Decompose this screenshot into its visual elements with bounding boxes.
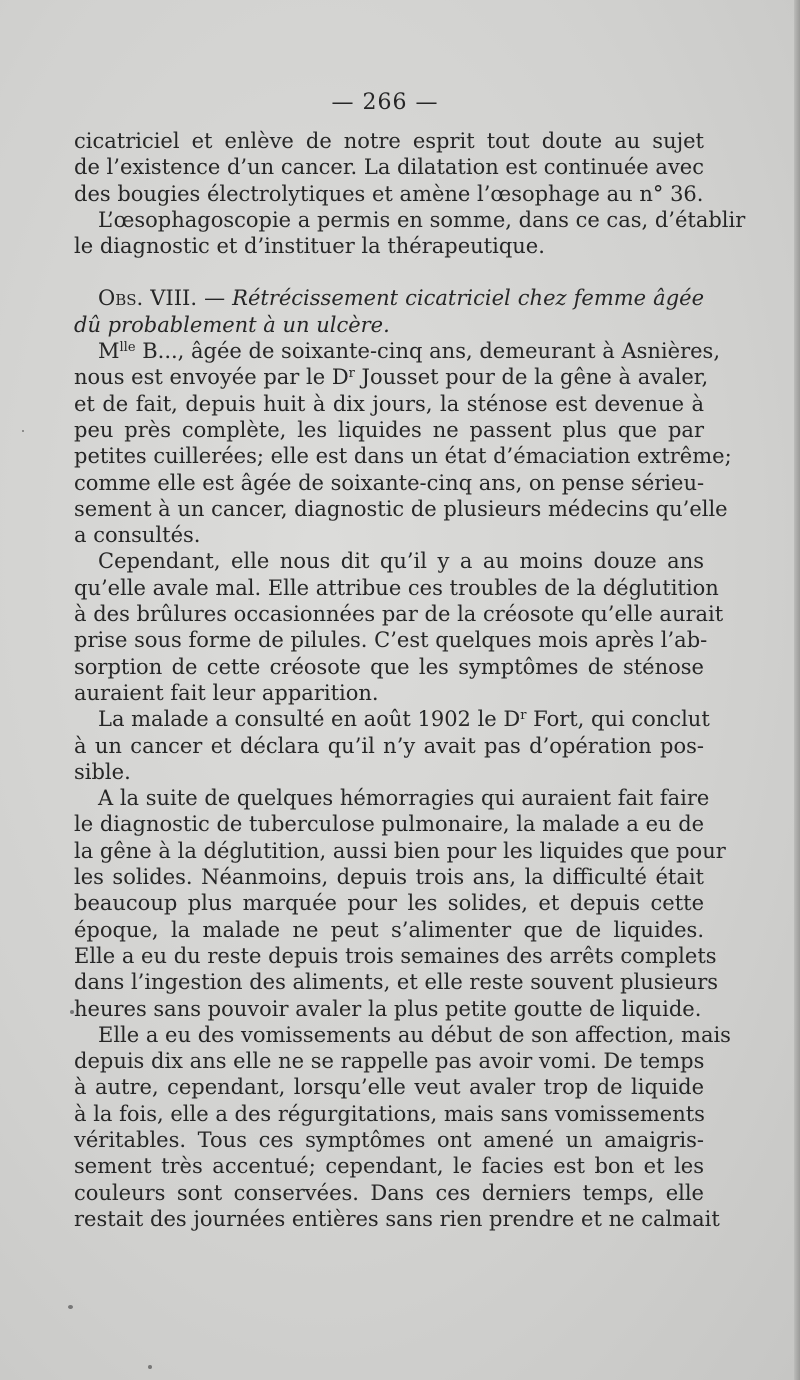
text-line: à un cancer et déclara qu’il n’y avait pas d’opération pos- (74, 733, 704, 758)
paper-speck (22, 430, 24, 432)
text-line: à autre, cependant, lorsqu’elle veut avaler trop de liquide (74, 1075, 704, 1100)
text-line: sorption de cette créosote que les symptômes de sténose (74, 654, 704, 679)
observation-label: Obs. VIII. (98, 286, 197, 311)
text-fragment: M (98, 339, 120, 364)
page-edge-shadow (794, 0, 800, 1380)
text-fragment: B..., âgée de soixante-cinq ans, demeurant à Asnières, (135, 339, 720, 364)
text-line: auraient fait leur apparition. (74, 680, 379, 705)
text-line: A la suite de quelques hémorragies qui auraient fait faire (98, 786, 710, 811)
superscript: lle (119, 340, 136, 356)
text-line (74, 338, 720, 364)
text-line: le diagnostic de tuberculose pulmonaire, la malade a eu de (74, 812, 705, 837)
text-line: a consultés. (74, 523, 201, 548)
text-line: des bougies électrolytiques et amène l’œsophage au n° 36. (74, 181, 704, 206)
text-line: restait des journées entières sans rien prendre et ne calmait (74, 1206, 720, 1231)
text-line: sible. (74, 759, 131, 784)
text-line: et de fait, depuis huit à dix jours, la sténose est devenue à (74, 391, 704, 416)
text-line: à la fois, elle a des régurgitations, mais sans vomissements (74, 1101, 705, 1126)
page-number: — 266 — (331, 90, 439, 115)
superscript: r (520, 708, 527, 724)
text-line: depuis dix ans elle ne se rappelle pas avoir vomi. De temps (74, 1049, 705, 1074)
text-fragment: nous est envoyée par le D (74, 365, 349, 390)
observation-dash: — (197, 286, 233, 311)
text-line: le diagnostic et d’instituer la thérapeutique. (74, 234, 545, 259)
text-line: Elle a eu des vomissements au début de son affection, mais (98, 1022, 731, 1047)
paper-speck (148, 1365, 152, 1369)
paper-speck (68, 1305, 73, 1309)
observation-title: Rétrécissement cicatriciel chez femme âgée (232, 286, 704, 311)
text-fragment: Fort, qui conclut (526, 707, 710, 732)
text-line: à des brûlures occasionnées par de la créosote qu’elle aurait (74, 602, 724, 627)
body-text (74, 128, 746, 1232)
observation-heading (74, 285, 704, 311)
text-line: époque, la malade ne peut s’alimenter que de liquides. (74, 917, 704, 942)
text-line: véritables. Tous ces symptômes ont amené un amaigris- (74, 1127, 704, 1152)
text-line: petites cuillerées; elle est dans un état d’émaciation extrême; (74, 444, 732, 469)
text-line: qu’elle avale mal. Elle attribue ces troubles de la déglutition (74, 575, 719, 600)
text-line: dans l’ingestion des aliments, et elle reste souvent plusieurs (74, 970, 719, 995)
observation-title-continued: dû probablement à un ulcère. (74, 312, 390, 337)
text-line: peu près complète, les liquides ne passent plus que par (74, 417, 704, 442)
text-line: Cependant, elle nous dit qu’il y a au moins douze ans (98, 549, 704, 574)
text-line (74, 364, 709, 390)
text-line: Elle a eu du reste depuis trois semaines des arrêts complets (74, 943, 717, 968)
text-line: sement à un cancer, diagnostic de plusieurs médecins qu’elle (74, 496, 728, 521)
text-line: couleurs sont conservées. Dans ces derniers temps, elle (74, 1180, 704, 1205)
text-line: la gêne à la déglutition, aussi bien pour les liquides que pour (74, 838, 726, 863)
text-fragment: La malade a consulté en août 1902 le D (98, 707, 521, 732)
text-line: cicatriciel et enlève de notre esprit tout doute au sujet (74, 129, 704, 153)
text-line: prise sous forme de pilules. C’est quelques mois après l’ab- (74, 628, 708, 653)
text-fragment: Jousset pour de la gêne à avaler, (354, 365, 709, 390)
text-line: heures sans pouvoir avaler la plus petite goutte de liquide. (74, 996, 702, 1021)
text-line: sement très accentué; cependant, le facies est bon et les (74, 1154, 704, 1179)
section-gap (74, 259, 704, 285)
text-line: L’œsophagoscopie a permis en somme, dans ce cas, d’établir (98, 207, 746, 232)
paper-speck (70, 1010, 74, 1014)
text-line: les solides. Néanmoins, depuis trois ans, la difficulté était (74, 865, 704, 890)
superscript: r (348, 366, 355, 382)
text-line (74, 706, 710, 732)
text-line: comme elle est âgée de soixante-cinq ans, on pense sérieu- (74, 470, 705, 495)
text-line: de l’existence d’un cancer. La dilatation est continuée avec (74, 155, 704, 180)
text-line: beaucoup plus marquée pour les solides, et depuis cette (74, 891, 704, 916)
